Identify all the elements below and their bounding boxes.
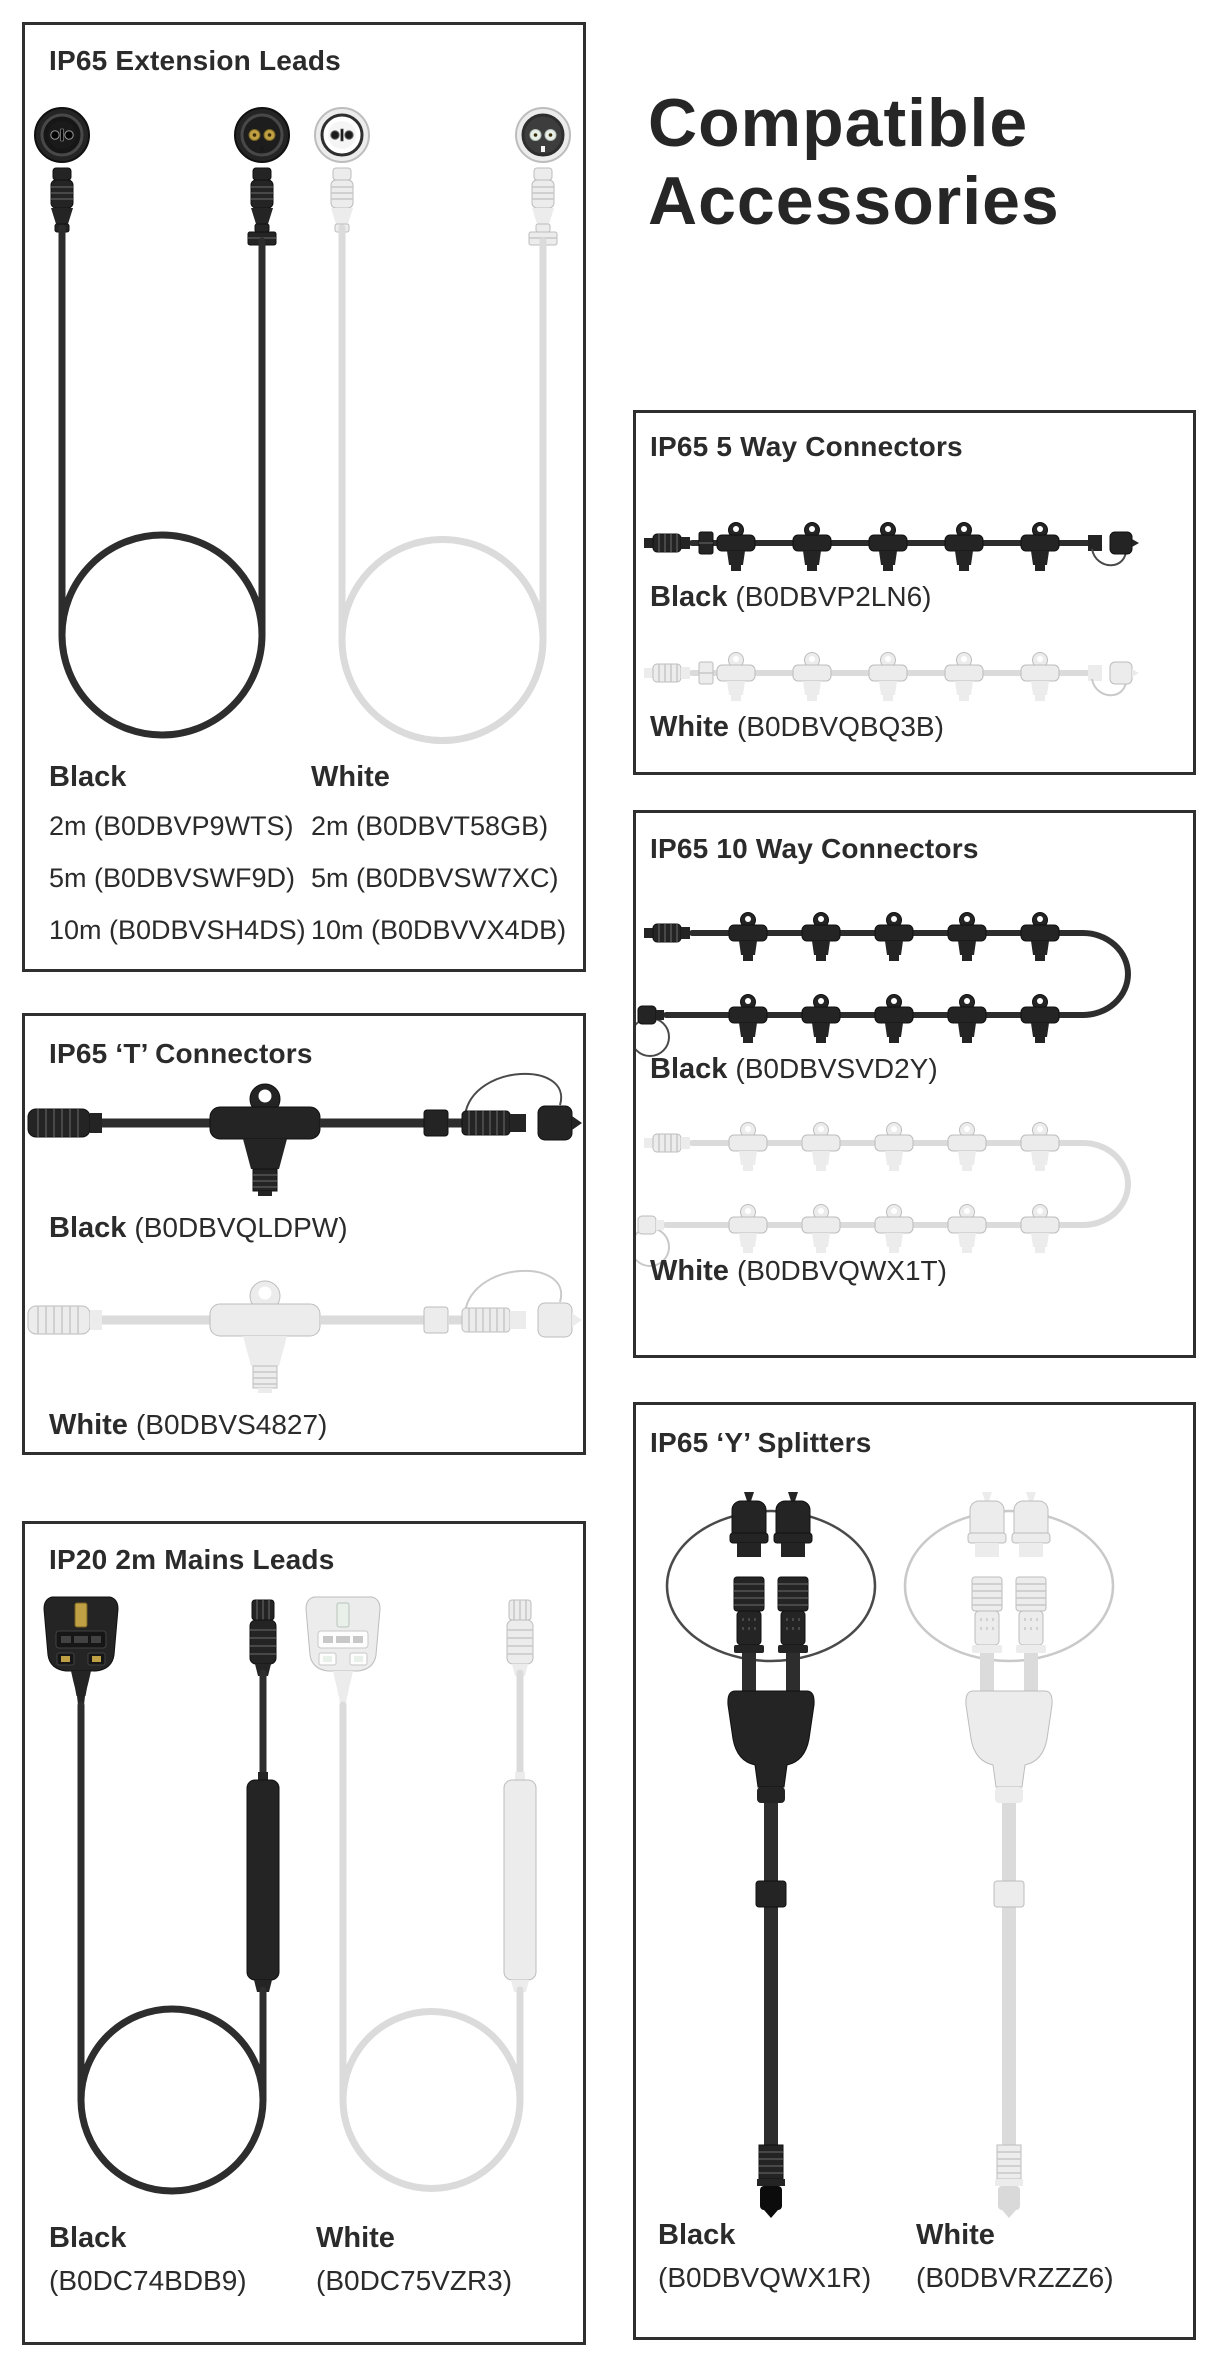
panel-title-5-way: IP65 5 Way Connectors [650, 431, 963, 462]
mains-white-caption [316, 2222, 512, 2297]
product-code: (B0DBVRZZZ6) [916, 2262, 1114, 2293]
extension-lead-white-drawing [315, 108, 570, 741]
black-variant-label: Black [49, 2222, 127, 2254]
ten-way-white-drawing [636, 1123, 1128, 1267]
y-splitter-black-drawing [667, 1492, 875, 2218]
t-connector-black-caption [49, 1212, 348, 1245]
mains-lead-white-drawing [306, 1597, 536, 2189]
black-variant-label: Black [49, 1212, 127, 1244]
black-variant-label: Black [49, 761, 127, 793]
white-variant-label: White [49, 1409, 128, 1441]
mains-lead-black-drawing [44, 1597, 279, 2191]
product-code: 10m (B0DBVVX4DB) [311, 915, 567, 945]
y-splitter-black-caption [658, 2219, 871, 2294]
black-variant-label: Black [650, 581, 728, 613]
mains-leads-illustration [25, 1524, 583, 2224]
product-code: 10m (B0DBVSH4DS) [49, 915, 306, 945]
product-code: 2m (B0DBVT58GB) [311, 811, 549, 841]
panel-5-way-connectors [633, 410, 1196, 775]
extension-black-list [49, 761, 306, 956]
product-code: (B0DBVP2LN6) [735, 581, 932, 612]
product-code: (B0DBVQBQ3B) [736, 711, 944, 742]
t-connector-white-caption [49, 1409, 327, 1442]
ten-way-black-caption [650, 1053, 938, 1086]
page-title-line2: Accessories [648, 163, 1060, 239]
y-splitter-white-caption [916, 2219, 1114, 2294]
black-variant-label: Black [658, 2219, 736, 2251]
panel-y-splitters [633, 1402, 1196, 2340]
product-code: (B0DBVQLDPW) [134, 1212, 348, 1243]
y-splitter-white-drawing [905, 1492, 1113, 2218]
page-title-line1: Compatible [648, 85, 1029, 161]
product-code: (B0DBVS4827) [135, 1409, 328, 1440]
white-variant-label: White [650, 711, 729, 743]
five-way-white-caption [650, 711, 944, 744]
extension-white-list [311, 761, 566, 956]
panel-t-connectors [22, 1013, 586, 1455]
product-code: 5m (B0DBVSW7XC) [311, 863, 559, 893]
product-code: (B0DC75VZR3) [316, 2265, 513, 2296]
panel-title-mains-leads: IP20 2m Mains Leads [49, 1544, 335, 1575]
product-code: (B0DC74BDB9) [49, 2265, 247, 2296]
product-code: (B0DBVSVD2Y) [735, 1053, 938, 1084]
panel-10-way-connectors [633, 810, 1196, 1358]
white-variant-label: White [650, 1255, 729, 1287]
black-variant-label: Black [650, 1053, 728, 1085]
white-variant-label: White [311, 761, 390, 793]
white-variant-label: White [916, 2219, 995, 2251]
y-splitters-illustration [636, 1405, 1193, 2337]
product-code: 2m (B0DBVP9WTS) [49, 811, 294, 841]
ten-way-black-drawing [636, 913, 1128, 1057]
product-code: (B0DBVQWX1R) [658, 2262, 872, 2293]
five-way-white-drawing [644, 653, 1139, 702]
five-way-black-drawing [644, 523, 1139, 572]
product-code: 5m (B0DBVSWF9D) [49, 863, 296, 893]
ten-way-white-caption [650, 1255, 947, 1288]
extension-leads-illustration [25, 25, 583, 755]
t-connector-white-drawing [28, 1271, 582, 1393]
panel-title-extension-leads: IP65 Extension Leads [49, 45, 341, 76]
white-variant-label: White [316, 2222, 395, 2254]
page-title [648, 84, 1060, 240]
extension-lead-black-drawing [35, 108, 289, 735]
t-connector-black-drawing [28, 1074, 582, 1196]
panel-mains-leads [22, 1521, 586, 2345]
product-code: (B0DBVQWX1T) [736, 1255, 947, 1286]
five-way-black-caption [650, 581, 931, 614]
panel-extension-leads [22, 22, 586, 972]
mains-black-caption [49, 2222, 247, 2297]
panel-title-y-splitters: IP65 ‘Y’ Splitters [650, 1427, 872, 1458]
panel-title-10-way: IP65 10 Way Connectors [650, 833, 979, 864]
panel-title-t-connectors: IP65 ‘T’ Connectors [49, 1038, 313, 1069]
